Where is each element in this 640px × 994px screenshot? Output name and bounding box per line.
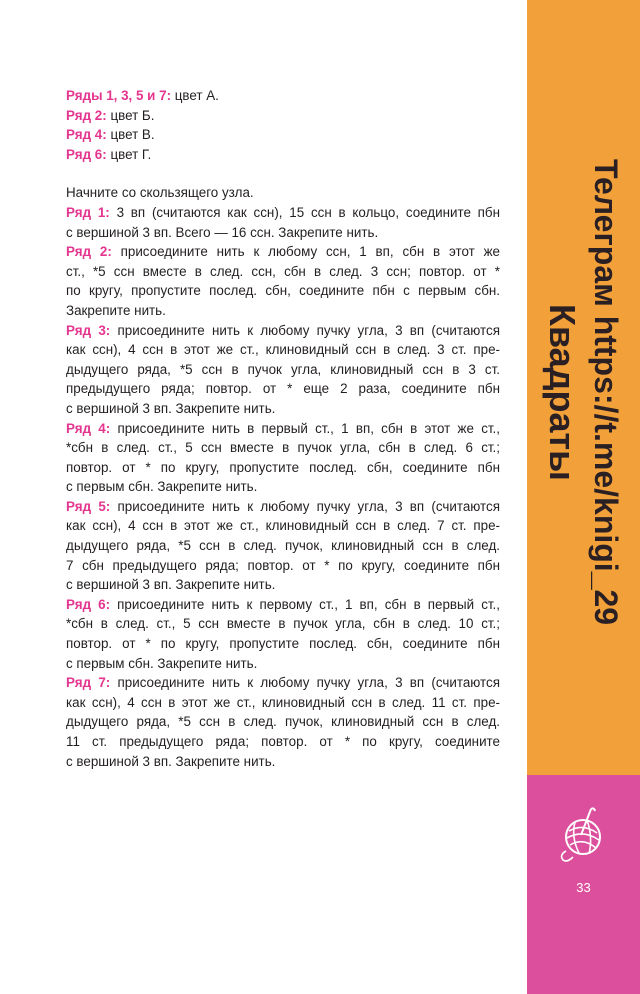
row-line xyxy=(66,340,500,360)
row-text: *сбн в след. ст., 5 ссн вместе в пучок угла, сбн в след. 6 ст.; xyxy=(66,440,500,456)
row-instruction xyxy=(66,497,500,595)
color-legend-item xyxy=(66,145,500,165)
row-text: присоедините нить к любому пучку угла, 3 вп (считаются xyxy=(117,322,500,338)
row-text: с вершиной 3 вп. Всего — 16 ссн. Закрепите нить. xyxy=(66,224,379,240)
row-line xyxy=(66,262,500,282)
page-number: 33 xyxy=(576,880,591,895)
row-text: присоедините нить к любому пучку угла, 3 вп (считаются xyxy=(117,675,500,691)
color-legend-value: цвет А. xyxy=(174,88,219,103)
row-line xyxy=(66,575,500,595)
color-legend-label: Ряд 6: xyxy=(66,146,107,162)
rows-instructions xyxy=(66,203,500,771)
row-line xyxy=(66,732,500,752)
row-line xyxy=(66,516,500,536)
row-line xyxy=(66,458,500,478)
row-text: повтор. от * по кругу, пропустите послед. сбн, соедините пбн xyxy=(66,459,500,475)
row-line xyxy=(66,712,500,732)
row-instruction xyxy=(66,673,500,771)
row-text: с вершиной 3 вп. Закрепите нить. xyxy=(66,400,276,416)
row-text: как ссн), 4 ссн в этот же ст., клиновидный ссн в след. 7 ст. пре- xyxy=(66,518,500,534)
row-text: с вершиной 3 вп. Закрепите нить. xyxy=(66,577,276,593)
row-label: Ряд 5: xyxy=(66,498,111,514)
row-instruction xyxy=(66,595,500,673)
intro-text: Начните со скользящего узла. xyxy=(66,185,254,201)
row-text: как ссн), 4 ссн в этот же ст., клиновидный ссн в след. 3 ст. пре- xyxy=(66,342,500,358)
section-title: Квадраты xyxy=(542,303,583,481)
row-text: присоедините нить в первый ст., 1 вп, сбн в этот же ст., xyxy=(117,420,500,436)
row-text: дыдущего ряда, *5 ссн в пучок угла, клиновидный ссн в 3 ст. xyxy=(66,361,500,377)
row-line xyxy=(66,497,500,517)
row-line xyxy=(66,360,500,380)
row-line xyxy=(66,693,500,713)
row-line xyxy=(66,203,500,223)
row-line xyxy=(66,379,500,399)
row-instruction xyxy=(66,242,500,320)
color-legend-value: цвет В. xyxy=(110,127,155,143)
sidebar xyxy=(527,0,640,994)
sidebar-orange-panel xyxy=(527,0,640,775)
row-text: ст., *5 ссн вместе в след. ссн, сбн в след. 3 ссн; повтор. от * xyxy=(66,263,500,279)
color-legend-item xyxy=(66,86,500,106)
row-text: присоедините нить к первому ст., 1 вп, сбн в первый ст., xyxy=(117,596,500,612)
row-text: присоедините нить к любому пучку угла, 3 вп (считаются xyxy=(117,498,500,514)
row-text: с первым сбн. Закрепите нить. xyxy=(66,479,258,495)
row-line xyxy=(66,321,500,341)
row-text: с вершиной 3 вп. Закрепите нить. xyxy=(66,753,276,769)
row-line xyxy=(66,556,500,576)
row-text: дыдущего ряда, *5 ссн в след. пучок, клиновидный ссн в след. xyxy=(66,714,500,730)
row-line xyxy=(66,301,500,321)
row-line xyxy=(66,223,500,243)
color-legend-label: Ряд 2: xyxy=(66,107,107,123)
row-text: повтор. от * по кругу, пропустите послед. сбн, соедините пбн xyxy=(66,636,500,652)
row-label: Ряд 6: xyxy=(66,596,111,612)
row-text: *сбн в след. ст., 5 ссн вместе в пучок угла, сбн в след. 10 ст.; xyxy=(66,616,500,632)
row-line xyxy=(66,752,500,772)
row-text: дыдущего ряда, *5 ссн в след. пучок, клиновидный ссн в след. xyxy=(66,538,500,554)
color-legend-value: цвет Г. xyxy=(110,146,152,162)
row-text: по кругу, пропустите послед. сбн, соедините пбн с первым сбн. xyxy=(66,283,500,299)
row-instruction xyxy=(66,321,500,419)
color-legend-item xyxy=(66,125,500,145)
color-legend-item xyxy=(66,106,500,126)
color-legend-label: Ряды 1, 3, 5 и 7: xyxy=(66,88,172,103)
row-line xyxy=(66,438,500,458)
row-text: присоедините нить к любому ссн, 1 вп, сбн в этот же xyxy=(120,244,500,260)
row-line xyxy=(66,419,500,439)
row-text: 11 ст. предыдущего ряда; повтор. от * по кругу, соедините xyxy=(66,734,500,749)
row-label: Ряд 2: xyxy=(66,244,112,260)
row-line xyxy=(66,242,500,262)
color-legend xyxy=(66,86,500,164)
row-label: Ряд 7: xyxy=(66,675,111,691)
row-line xyxy=(66,614,500,634)
row-line xyxy=(66,477,500,497)
row-label: Ряд 3: xyxy=(66,322,111,338)
telegram-watermark: Телеграм https://t.me/knigi_29 xyxy=(588,158,624,626)
row-text: как ссн), 4 ссн в этот же ст., клиновидный ссн в след. 11 ст. пре- xyxy=(66,694,500,710)
row-line xyxy=(66,281,500,301)
row-instruction xyxy=(66,419,500,497)
row-line xyxy=(66,673,500,693)
row-text: с первым сбн. Закрепите нить. xyxy=(66,655,258,671)
row-line xyxy=(66,634,500,654)
row-text: 7 сбн предыдущего ряда; повтор. от * по кругу, соедините пбн xyxy=(66,557,500,573)
row-text: Закрепите нить. xyxy=(66,302,166,318)
row-text: 3 вп (считаются как ссн), 15 ссн в кольцо, соедините пбн xyxy=(116,204,500,220)
color-legend-value: цвет Б. xyxy=(110,107,155,123)
row-label: Ряд 4: xyxy=(66,420,111,436)
row-line xyxy=(66,595,500,615)
sidebar-vertical-text xyxy=(534,12,634,772)
row-label: Ряд 1: xyxy=(66,204,110,220)
row-line xyxy=(66,536,500,556)
row-instruction xyxy=(66,203,500,242)
row-text: предыдущего ряда; повтор. от * еще 2 раза, соедините пбн xyxy=(66,381,500,397)
color-legend-label: Ряд 4: xyxy=(66,127,107,143)
pattern-text xyxy=(66,86,500,771)
row-line xyxy=(66,654,500,674)
row-line xyxy=(66,399,500,419)
yarn-ball-icon xyxy=(555,805,613,863)
